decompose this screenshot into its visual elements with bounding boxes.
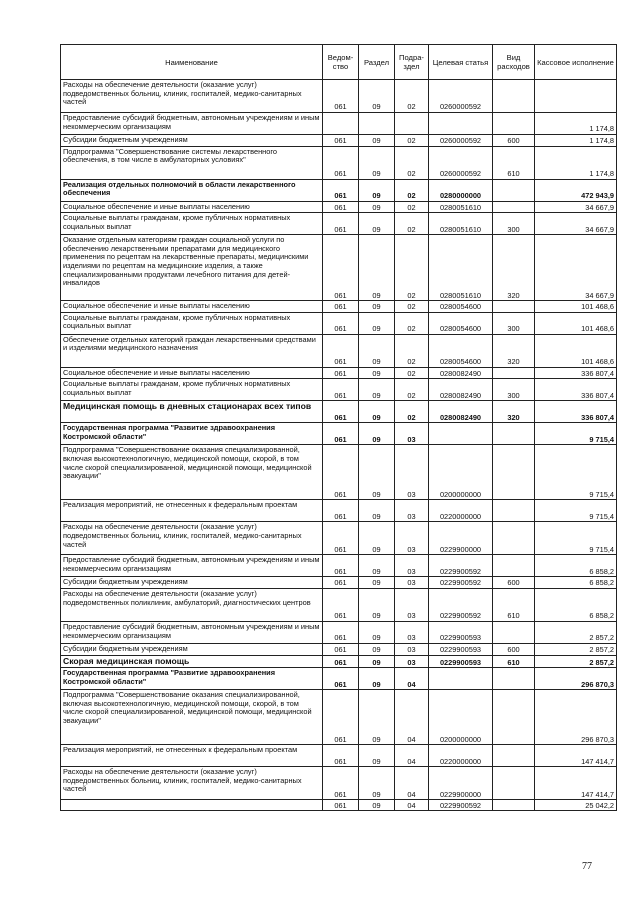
cell-razdel: 09 — [359, 146, 395, 179]
cell-target: 0229900592 — [429, 577, 493, 589]
table-row — [61, 379, 617, 401]
cell-ved: 061 — [323, 379, 359, 401]
header-ved: Ведом-ство — [323, 45, 359, 80]
cell-podrazdel: 03 — [395, 588, 429, 621]
table-row — [61, 312, 617, 334]
cell-cash: 6 858,2 — [535, 588, 617, 621]
cell-cash: 9 715,4 — [535, 500, 617, 522]
cell-cash — [535, 80, 617, 113]
cell-vid — [493, 301, 535, 313]
header-podrazdel: Подра-здел — [395, 45, 429, 80]
cell-ved: 061 — [323, 800, 359, 811]
cell-razdel: 09 — [359, 555, 395, 577]
cell-target: 0260000592 — [429, 135, 493, 147]
cell-razdel: 09 — [359, 655, 395, 668]
cell-vid — [493, 800, 535, 811]
cell-cash: 1 174,8 — [535, 146, 617, 179]
cell-ved: 061 — [323, 643, 359, 655]
table-row — [61, 767, 617, 800]
cell-name: Государственная программа "Развитие здравоохранения Костромской области" — [61, 423, 323, 445]
table-row — [61, 213, 617, 235]
cell-ved: 061 — [323, 301, 359, 313]
cell-podrazdel: 03 — [395, 655, 429, 668]
cell-podrazdel: 02 — [395, 379, 429, 401]
cell-target: 0280051610 — [429, 201, 493, 213]
cell-vid: 610 — [493, 588, 535, 621]
table-row — [61, 235, 617, 301]
cell-vid: 320 — [493, 401, 535, 423]
cell-target — [429, 668, 493, 690]
cell-target: 0280082490 — [429, 367, 493, 379]
cell-target: 0280054600 — [429, 312, 493, 334]
cell-vid — [493, 745, 535, 767]
cell-cash: 9 715,4 — [535, 423, 617, 445]
cell-ved: 061 — [323, 201, 359, 213]
table-row — [61, 334, 617, 367]
cell-name: Обеспечение отдельных категорий граждан лекарственными средствами и изделиями медицинского назначения — [61, 334, 323, 367]
cell-target: 0229900592 — [429, 800, 493, 811]
cell-vid: 320 — [493, 235, 535, 301]
cell-ved: 061 — [323, 668, 359, 690]
table-row — [61, 800, 617, 811]
cell-vid — [493, 113, 535, 135]
cell-name: Реализация мероприятий, не отнесенных к федеральным проектам — [61, 500, 323, 522]
table-row — [61, 113, 617, 135]
cell-cash: 101 468,6 — [535, 312, 617, 334]
table-header-row — [61, 45, 617, 80]
cell-razdel: 09 — [359, 401, 395, 423]
cell-target: 0229900000 — [429, 522, 493, 555]
cell-target: 0200000000 — [429, 690, 493, 745]
cell-cash: 1 174,8 — [535, 135, 617, 147]
cell-razdel: 09 — [359, 621, 395, 643]
cell-ved: 061 — [323, 745, 359, 767]
cell-podrazdel: 02 — [395, 179, 429, 201]
table-row — [61, 577, 617, 589]
cell-razdel: 09 — [359, 135, 395, 147]
cell-target: 0280000000 — [429, 179, 493, 201]
cell-vid — [493, 767, 535, 800]
cell-ved: 061 — [323, 146, 359, 179]
table-row — [61, 445, 617, 500]
cell-ved: 061 — [323, 621, 359, 643]
cell-vid — [493, 367, 535, 379]
cell-name: Социальное обеспечение и иные выплаты населению — [61, 301, 323, 313]
table-row — [61, 655, 617, 668]
cell-razdel: 09 — [359, 235, 395, 301]
cell-target: 0229900593 — [429, 643, 493, 655]
cell-cash: 6 858,2 — [535, 577, 617, 589]
table-row — [61, 500, 617, 522]
cell-name: Субсидии бюджетным учреждениям — [61, 577, 323, 589]
header-cash: Кассовое исполнение — [535, 45, 617, 80]
cell-vid: 610 — [493, 146, 535, 179]
cell-razdel: 09 — [359, 767, 395, 800]
cell-razdel: 09 — [359, 643, 395, 655]
cell-podrazdel: 03 — [395, 643, 429, 655]
cell-name: Подпрограмма "Совершенствование системы лекарственного обеспечения, в том числе в амбулаторных условиях" — [61, 146, 323, 179]
cell-ved: 061 — [323, 500, 359, 522]
cell-ved: 061 — [323, 445, 359, 500]
cell-vid — [493, 445, 535, 500]
cell-ved: 061 — [323, 401, 359, 423]
cell-razdel: 09 — [359, 690, 395, 745]
cell-ved: 061 — [323, 80, 359, 113]
cell-vid: 600 — [493, 135, 535, 147]
cell-podrazdel: 02 — [395, 235, 429, 301]
cell-target — [429, 113, 493, 135]
cell-vid — [493, 423, 535, 445]
table-row — [61, 690, 617, 745]
cell-podrazdel: 02 — [395, 301, 429, 313]
cell-name: Социальное обеспечение и иные выплаты населению — [61, 367, 323, 379]
cell-name: Социальное обеспечение и иные выплаты населению — [61, 201, 323, 213]
cell-target: 0229900593 — [429, 655, 493, 668]
cell-target: 0229900593 — [429, 621, 493, 643]
cell-podrazdel: 03 — [395, 621, 429, 643]
cell-target: 0280082490 — [429, 379, 493, 401]
header-target: Целевая статья — [429, 45, 493, 80]
cell-podrazdel: 03 — [395, 445, 429, 500]
cell-podrazdel: 03 — [395, 522, 429, 555]
cell-podrazdel: 03 — [395, 577, 429, 589]
cell-cash: 472 943,9 — [535, 179, 617, 201]
cell-podrazdel: 02 — [395, 213, 429, 235]
cell-cash: 296 870,3 — [535, 668, 617, 690]
cell-name: Предоставление субсидий бюджетным, автономным учреждениям и иным некоммерческим организациям — [61, 621, 323, 643]
table-row — [61, 643, 617, 655]
cell-target: 0229900000 — [429, 767, 493, 800]
cell-target: 0220000000 — [429, 500, 493, 522]
cell-podrazdel: 02 — [395, 334, 429, 367]
cell-target: 0280082490 — [429, 401, 493, 423]
cell-podrazdel: 02 — [395, 80, 429, 113]
cell-name: Расходы на обеспечение деятельности (оказание услуг) подведомственных поликлиник, амбулаторий, диагностических центров — [61, 588, 323, 621]
cell-name: Субсидии бюджетным учреждениям — [61, 135, 323, 147]
header-name: Наименование — [61, 45, 323, 80]
cell-podrazdel: 02 — [395, 201, 429, 213]
cell-name: Расходы на обеспечение деятельности (оказание услуг) подведомственных больниц, клиник, госпиталей, медико-санитарных частей — [61, 80, 323, 113]
cell-podrazdel: 02 — [395, 135, 429, 147]
table-row — [61, 146, 617, 179]
cell-target: 0280051610 — [429, 213, 493, 235]
cell-podrazdel: 02 — [395, 367, 429, 379]
cell-cash: 101 468,6 — [535, 301, 617, 313]
cell-podrazdel — [395, 113, 429, 135]
cell-name: Подпрограмма "Совершенствование оказания специализированной, включая высокотехнологичную, медицинской помощи, скорой, в том числе скорой специализированной, медицинской помощи, медицинской эвакуации" — [61, 690, 323, 745]
cell-cash: 34 667,9 — [535, 213, 617, 235]
table-row — [61, 401, 617, 423]
table-row — [61, 367, 617, 379]
cell-vid: 300 — [493, 379, 535, 401]
cell-name: Предоставление субсидий бюджетным, автономным учреждениям и иным некоммерческим организациям — [61, 555, 323, 577]
cell-name: Социальные выплаты гражданам, кроме публичных нормативных социальных выплат — [61, 379, 323, 401]
cell-razdel: 09 — [359, 80, 395, 113]
cell-podrazdel: 02 — [395, 146, 429, 179]
cell-target: 0220000000 — [429, 745, 493, 767]
table-body — [61, 80, 617, 811]
cell-cash: 147 414,7 — [535, 745, 617, 767]
cell-podrazdel: 03 — [395, 500, 429, 522]
cell-cash: 336 807,4 — [535, 379, 617, 401]
cell-vid: 600 — [493, 577, 535, 589]
cell-target: 0200000000 — [429, 445, 493, 500]
table-row — [61, 522, 617, 555]
cell-vid — [493, 522, 535, 555]
cell-podrazdel: 04 — [395, 690, 429, 745]
cell-name: Социальные выплаты гражданам, кроме публичных нормативных социальных выплат — [61, 312, 323, 334]
cell-name: Предоставление субсидий бюджетным, автономным учреждениям и иным некоммерческим организациям — [61, 113, 323, 135]
cell-name: Расходы на обеспечение деятельности (оказание услуг) подведомственных больниц, клиник, госпиталей, медико-санитарных частей — [61, 522, 323, 555]
table-row — [61, 668, 617, 690]
table-row — [61, 621, 617, 643]
cell-podrazdel: 02 — [395, 401, 429, 423]
cell-vid — [493, 668, 535, 690]
cell-razdel: 09 — [359, 367, 395, 379]
cell-cash: 6 858,2 — [535, 555, 617, 577]
cell-ved: 061 — [323, 423, 359, 445]
cell-ved: 061 — [323, 588, 359, 621]
cell-podrazdel: 03 — [395, 555, 429, 577]
cell-podrazdel: 04 — [395, 767, 429, 800]
cell-ved: 061 — [323, 235, 359, 301]
cell-name: Оказание отдельным категориям граждан социальной услуги по обеспечению лекарственными препаратами для медицинского применения по рецептам на лекарственные препараты, медицинскими изделиями по рецептам на медицинские изделия, а также специализированными продуктами лечебного питания для детей-инвалидов — [61, 235, 323, 301]
cell-razdel: 09 — [359, 445, 395, 500]
cell-razdel: 09 — [359, 577, 395, 589]
cell-ved: 061 — [323, 213, 359, 235]
cell-name: Скорая медицинская помощь — [61, 655, 323, 668]
cell-name: Реализация мероприятий, не отнесенных к федеральным проектам — [61, 745, 323, 767]
cell-ved: 061 — [323, 522, 359, 555]
cell-cash: 9 715,4 — [535, 445, 617, 500]
cell-ved: 061 — [323, 767, 359, 800]
cell-name: Государственная программа "Развитие здравоохранения Костромской области" — [61, 668, 323, 690]
cell-target: 0280051610 — [429, 235, 493, 301]
cell-target: 0260000592 — [429, 146, 493, 179]
cell-target: 0280054600 — [429, 334, 493, 367]
cell-target: 0229900592 — [429, 555, 493, 577]
table-row — [61, 135, 617, 147]
cell-name: Реализация отдельных полномочий в области лекарственного обеспечения — [61, 179, 323, 201]
cell-cash: 9 715,4 — [535, 522, 617, 555]
cell-vid — [493, 621, 535, 643]
cell-vid: 320 — [493, 334, 535, 367]
cell-vid — [493, 80, 535, 113]
table-row — [61, 301, 617, 313]
cell-ved: 061 — [323, 135, 359, 147]
cell-name: Расходы на обеспечение деятельности (оказание услуг) подведомственных больниц, клиник, госпиталей, медико-санитарных частей — [61, 767, 323, 800]
header-vid: Вид расходов — [493, 45, 535, 80]
cell-razdel: 09 — [359, 500, 395, 522]
cell-razdel: 09 — [359, 423, 395, 445]
cell-ved: 061 — [323, 179, 359, 201]
cell-vid: 300 — [493, 312, 535, 334]
table-row — [61, 423, 617, 445]
cell-ved: 061 — [323, 312, 359, 334]
cell-vid: 600 — [493, 643, 535, 655]
cell-cash: 147 414,7 — [535, 767, 617, 800]
cell-name: Подпрограмма "Совершенствование оказания специализированной, включая высокотехнологичную, медицинской помощи, скорой, в том числе скорой специализированной, медицинской помощи, медицинской эвакуации" — [61, 445, 323, 500]
cell-razdel: 09 — [359, 745, 395, 767]
table-row — [61, 555, 617, 577]
cell-name — [61, 800, 323, 811]
cell-razdel: 09 — [359, 522, 395, 555]
cell-ved: 061 — [323, 367, 359, 379]
cell-razdel: 09 — [359, 588, 395, 621]
page-number: 77 — [582, 861, 592, 872]
cell-target: 0260000592 — [429, 80, 493, 113]
cell-ved: 061 — [323, 555, 359, 577]
cell-vid — [493, 500, 535, 522]
cell-razdel: 09 — [359, 213, 395, 235]
cell-target: 0229900592 — [429, 588, 493, 621]
cell-ved: 061 — [323, 577, 359, 589]
cell-ved: 061 — [323, 690, 359, 745]
cell-ved: 061 — [323, 655, 359, 668]
cell-razdel: 09 — [359, 668, 395, 690]
cell-cash: 336 807,4 — [535, 367, 617, 379]
table-row — [61, 588, 617, 621]
cell-vid — [493, 179, 535, 201]
cell-name: Социальные выплаты гражданам, кроме публичных нормативных социальных выплат — [61, 213, 323, 235]
header-razdel: Раздел — [359, 45, 395, 80]
cell-target — [429, 423, 493, 445]
cell-razdel: 09 — [359, 379, 395, 401]
table-row — [61, 80, 617, 113]
cell-name: Субсидии бюджетным учреждениям — [61, 643, 323, 655]
cell-cash: 25 042,2 — [535, 800, 617, 811]
cell-vid — [493, 555, 535, 577]
cell-razdel: 09 — [359, 334, 395, 367]
cell-razdel: 09 — [359, 800, 395, 811]
cell-podrazdel: 03 — [395, 423, 429, 445]
cell-cash: 34 667,9 — [535, 201, 617, 213]
cell-ved: 061 — [323, 334, 359, 367]
budget-table — [60, 44, 617, 811]
cell-cash: 101 468,6 — [535, 334, 617, 367]
cell-razdel: 09 — [359, 201, 395, 213]
table-row — [61, 745, 617, 767]
cell-podrazdel: 04 — [395, 800, 429, 811]
cell-cash: 2 857,2 — [535, 621, 617, 643]
cell-cash: 2 857,2 — [535, 643, 617, 655]
cell-razdel — [359, 113, 395, 135]
budget-table-page — [60, 44, 616, 811]
table-row — [61, 201, 617, 213]
cell-cash: 1 174,8 — [535, 113, 617, 135]
cell-podrazdel: 02 — [395, 312, 429, 334]
table-row — [61, 179, 617, 201]
cell-vid: 300 — [493, 213, 535, 235]
cell-ved — [323, 113, 359, 135]
cell-cash: 336 807,4 — [535, 401, 617, 423]
cell-vid — [493, 690, 535, 745]
cell-name: Медицинская помощь в дневных стационарах всех типов — [61, 401, 323, 423]
cell-cash: 2 857,2 — [535, 655, 617, 668]
cell-podrazdel: 04 — [395, 668, 429, 690]
cell-razdel: 09 — [359, 312, 395, 334]
cell-podrazdel: 04 — [395, 745, 429, 767]
cell-vid — [493, 201, 535, 213]
cell-razdel: 09 — [359, 179, 395, 201]
cell-cash: 296 870,3 — [535, 690, 617, 745]
cell-vid: 610 — [493, 655, 535, 668]
cell-target: 0280054600 — [429, 301, 493, 313]
cell-razdel: 09 — [359, 301, 395, 313]
cell-cash: 34 667,9 — [535, 235, 617, 301]
